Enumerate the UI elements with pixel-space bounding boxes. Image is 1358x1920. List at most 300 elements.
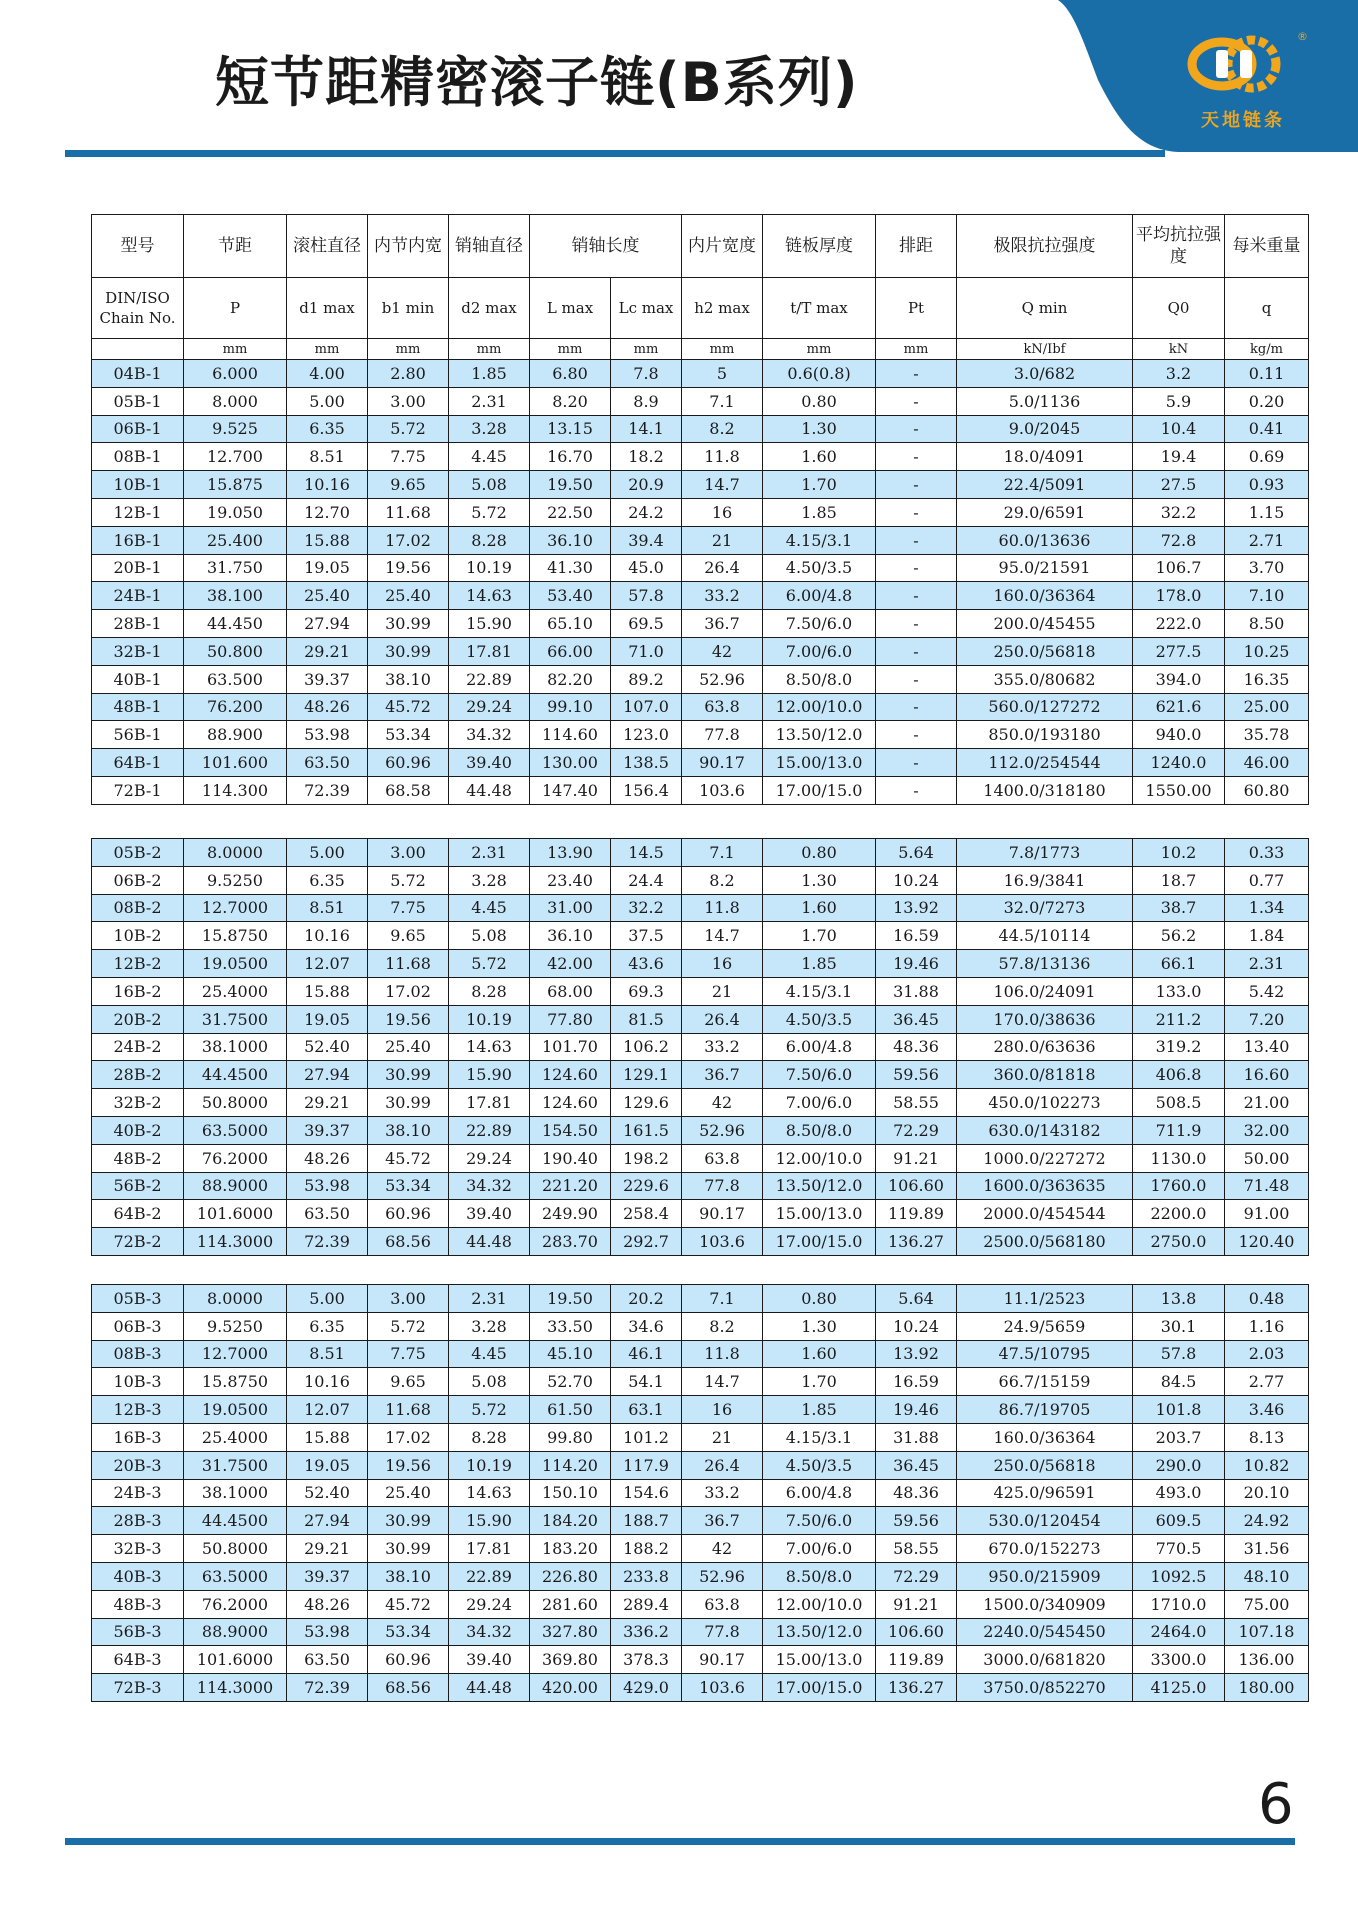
chain-model-cell: 12B-1 <box>92 498 184 526</box>
table-cell: 4.15/3.1 <box>763 977 876 1005</box>
table-row <box>92 1340 1309 1368</box>
table-cell: 95.0/21591 <box>957 554 1133 582</box>
table-cell: 12.00/10.0 <box>763 1144 876 1172</box>
table-cell: 29.21 <box>287 1535 368 1563</box>
table-cell: 88.9000 <box>184 1618 287 1646</box>
chain-model-cell: 08B-1 <box>92 443 184 471</box>
table-cell: 15.90 <box>449 610 530 638</box>
table-cell: 5.00 <box>287 387 368 415</box>
table-cell: 7.10 <box>1225 582 1309 610</box>
table-cell: 9.525 <box>184 415 287 443</box>
chain-model-cell: 16B-3 <box>92 1423 184 1451</box>
table-cell: 133.0 <box>1133 977 1225 1005</box>
table-cell: 21 <box>682 977 763 1005</box>
table-cell: 319.2 <box>1133 1033 1225 1061</box>
table-cell: 8.28 <box>449 526 530 554</box>
table-cell: 670.0/152273 <box>957 1535 1133 1563</box>
table-cell: 12.07 <box>287 950 368 978</box>
table-cell: 8.50 <box>1225 610 1309 638</box>
table-cell: 45.10 <box>530 1340 611 1368</box>
chain-model-cell: 05B-3 <box>92 1285 184 1313</box>
table-cell: 2.80 <box>368 360 449 388</box>
col-header: 每米重量 <box>1225 215 1309 278</box>
table-cell: 711.9 <box>1133 1116 1225 1144</box>
table-cell: 48.26 <box>287 1590 368 1618</box>
table-cell: 136.27 <box>876 1674 957 1702</box>
table-cell: 7.00/6.0 <box>763 637 876 665</box>
table-cell: 43.6 <box>611 950 682 978</box>
table-cell: 16 <box>682 950 763 978</box>
table-cell: 1.85 <box>763 950 876 978</box>
table-cell: 8.50/8.0 <box>763 1116 876 1144</box>
table-cell: 123.0 <box>611 721 682 749</box>
unit-header: kg/m <box>1225 339 1309 360</box>
symbol-header: DIN/ISO Chain No. <box>92 278 184 339</box>
table-cell: 360.0/81818 <box>957 1061 1133 1089</box>
table-cell: 1.30 <box>763 415 876 443</box>
table-cell: 630.0/143182 <box>957 1116 1133 1144</box>
table-cell: 29.24 <box>449 1144 530 1172</box>
table-cell: 19.0500 <box>184 1396 287 1424</box>
table-cell: 147.40 <box>530 776 611 804</box>
table-cell: 20.2 <box>611 1285 682 1313</box>
table-cell: 25.40 <box>368 582 449 610</box>
table-cell: 19.0500 <box>184 950 287 978</box>
table-cell: 26.4 <box>682 1005 763 1033</box>
chain-model-cell: 16B-2 <box>92 977 184 1005</box>
table-cell: 14.63 <box>449 1479 530 1507</box>
table-cell: 25.400 <box>184 526 287 554</box>
table-row <box>92 1535 1309 1563</box>
table-cell: 15.00/13.0 <box>763 749 876 777</box>
logo-icon <box>1186 28 1282 100</box>
table-cell: 106.60 <box>876 1618 957 1646</box>
table-cell: 6.00/4.8 <box>763 1479 876 1507</box>
table-cell: 61.50 <box>530 1396 611 1424</box>
table-row <box>92 1005 1309 1033</box>
registered-mark: ® <box>1297 30 1308 43</box>
table-cell: 27.94 <box>287 1061 368 1089</box>
chain-model-cell: 08B-3 <box>92 1340 184 1368</box>
table-cell: 24.92 <box>1225 1507 1309 1535</box>
table-cell: 119.89 <box>876 1200 957 1228</box>
table-cell: 7.75 <box>368 443 449 471</box>
table-cell: 63.5000 <box>184 1116 287 1144</box>
table-cell: 7.75 <box>368 1340 449 1368</box>
table-cell: 5.64 <box>876 839 957 867</box>
brand-name: 天地链条 <box>1201 110 1285 131</box>
table-cell: 1.34 <box>1225 894 1309 922</box>
chain-model-cell: 28B-3 <box>92 1507 184 1535</box>
table-cell: 12.00/10.0 <box>763 693 876 721</box>
table-cell: 3.28 <box>449 866 530 894</box>
table-cell: 17.81 <box>449 637 530 665</box>
table-cell: 3.46 <box>1225 1396 1309 1424</box>
chain-model-cell: 24B-3 <box>92 1479 184 1507</box>
table-cell: 39.37 <box>287 1562 368 1590</box>
table-row <box>92 1285 1309 1313</box>
table-cell: 88.9000 <box>184 1172 287 1200</box>
table-cell: 24.9/5659 <box>957 1312 1133 1340</box>
table-cell: 17.00/15.0 <box>763 1228 876 1256</box>
table-cell: 21.00 <box>1225 1089 1309 1117</box>
chain-model-cell: 16B-1 <box>92 526 184 554</box>
table-cell: 850.0/193180 <box>957 721 1133 749</box>
table-cell: 107.0 <box>611 693 682 721</box>
table-cell: 90.17 <box>682 1200 763 1228</box>
table-row <box>92 1144 1309 1172</box>
table-cell: 15.8750 <box>184 922 287 950</box>
table-cell: 71.48 <box>1225 1172 1309 1200</box>
table-cell: 136.00 <box>1225 1646 1309 1674</box>
unit-header: mm <box>530 339 611 360</box>
table-cell: 0.93 <box>1225 471 1309 499</box>
table-cell: 5.72 <box>449 498 530 526</box>
chain-model-cell: 32B-1 <box>92 637 184 665</box>
table-cell: 19.050 <box>184 498 287 526</box>
table-cell: 4.45 <box>449 894 530 922</box>
table-cell: 8.51 <box>287 894 368 922</box>
table-cell: 90.17 <box>682 1646 763 1674</box>
header-row-units <box>92 339 1309 360</box>
table-cell: 5.08 <box>449 922 530 950</box>
table-cell: 68.58 <box>368 776 449 804</box>
table-cell: 15.875 <box>184 471 287 499</box>
table-cell: 16.70 <box>530 443 611 471</box>
table-cell: - <box>876 721 957 749</box>
table-cell: 450.0/102273 <box>957 1089 1133 1117</box>
table-cell: 39.40 <box>449 1200 530 1228</box>
table-cell: 12.7000 <box>184 894 287 922</box>
table-cell: 25.4000 <box>184 977 287 1005</box>
table-cell: 11.68 <box>368 950 449 978</box>
table-cell: 31.88 <box>876 977 957 1005</box>
table-cell: 15.88 <box>287 977 368 1005</box>
table-cell: 114.60 <box>530 721 611 749</box>
table-cell: - <box>876 776 957 804</box>
table-cell: 13.90 <box>530 839 611 867</box>
table-cell: 101.6000 <box>184 1646 287 1674</box>
table-cell: 60.96 <box>368 1200 449 1228</box>
table-cell: 1710.0 <box>1133 1590 1225 1618</box>
table-cell: 30.99 <box>368 1507 449 1535</box>
table-cell: 160.0/36364 <box>957 582 1133 610</box>
table-cell: 36.45 <box>876 1451 957 1479</box>
table-cell: 30.99 <box>368 1535 449 1563</box>
table-cell: 160.0/36364 <box>957 1423 1133 1451</box>
table-cell: 378.3 <box>611 1646 682 1674</box>
table-cell: 39.37 <box>287 665 368 693</box>
table-cell: 30.99 <box>368 1061 449 1089</box>
table-cell: 369.80 <box>530 1646 611 1674</box>
table-cell: 3.70 <box>1225 554 1309 582</box>
table-cell: 12.7000 <box>184 1340 287 1368</box>
chain-model-cell: 72B-2 <box>92 1228 184 1256</box>
table-cell: 57.8/13136 <box>957 950 1133 978</box>
table-cell: 50.8000 <box>184 1089 287 1117</box>
table-cell: 106.2 <box>611 1033 682 1061</box>
table-cell: 30.99 <box>368 610 449 638</box>
table-cell: 3.00 <box>368 839 449 867</box>
unit-header: mm <box>763 339 876 360</box>
table-cell: 52.40 <box>287 1479 368 1507</box>
table-cell: 9.5250 <box>184 1312 287 1340</box>
chain-model-cell: 40B-3 <box>92 1562 184 1590</box>
table-cell: 77.8 <box>682 1172 763 1200</box>
chain-model-cell: 40B-2 <box>92 1116 184 1144</box>
table-cell: 14.5 <box>611 839 682 867</box>
table-cell: 12.00/10.0 <box>763 1590 876 1618</box>
table-cell: 2464.0 <box>1133 1618 1225 1646</box>
table-cell: 75.00 <box>1225 1590 1309 1618</box>
table-cell: 35.78 <box>1225 721 1309 749</box>
table-cell: 3000.0/681820 <box>957 1646 1133 1674</box>
table-row <box>92 1089 1309 1117</box>
table-cell: 15.00/13.0 <box>763 1646 876 1674</box>
chain-model-cell: 56B-2 <box>92 1172 184 1200</box>
table-cell: 7.50/6.0 <box>763 610 876 638</box>
table-cell: 117.9 <box>611 1451 682 1479</box>
table-cell: 10.24 <box>876 866 957 894</box>
table-cell: - <box>876 749 957 777</box>
table-cell: 48.36 <box>876 1479 957 1507</box>
table-cell: 5.72 <box>368 866 449 894</box>
table-cell: 31.00 <box>530 894 611 922</box>
table-cell: - <box>876 443 957 471</box>
table-cell: 29.24 <box>449 693 530 721</box>
table-cell: 39.40 <box>449 749 530 777</box>
table-cell: 53.98 <box>287 1618 368 1646</box>
table-row <box>92 1172 1309 1200</box>
table-cell: 5.72 <box>368 415 449 443</box>
table-cell: 290.0 <box>1133 1451 1225 1479</box>
table-row <box>92 610 1309 638</box>
table-cell: 170.0/38636 <box>957 1005 1133 1033</box>
table-cell: 5.72 <box>449 1396 530 1424</box>
symbol-header: L max <box>530 278 611 339</box>
table-cell: 32.00 <box>1225 1116 1309 1144</box>
table-cell: 16.9/3841 <box>957 866 1133 894</box>
table-cell: 33.2 <box>682 1033 763 1061</box>
table-cell: 6.35 <box>287 1312 368 1340</box>
symbol-header: P <box>184 278 287 339</box>
chain-model-cell: 40B-1 <box>92 665 184 693</box>
table-cell: 52.96 <box>682 665 763 693</box>
table-cell: 16.35 <box>1225 665 1309 693</box>
table-cell: 8.13 <box>1225 1423 1309 1451</box>
table-cell: 36.7 <box>682 1061 763 1089</box>
table-cell: 45.72 <box>368 693 449 721</box>
table-cell: 25.00 <box>1225 693 1309 721</box>
table-cell: 10.16 <box>287 1368 368 1396</box>
table-cell: 20.10 <box>1225 1479 1309 1507</box>
table-cell: 0.80 <box>763 839 876 867</box>
table-cell: 560.0/127272 <box>957 693 1133 721</box>
table-cell: 69.3 <box>611 977 682 1005</box>
table-cell: 292.7 <box>611 1228 682 1256</box>
table-cell: 48.26 <box>287 693 368 721</box>
table-cell: 203.7 <box>1133 1423 1225 1451</box>
table-cell: 280.0/63636 <box>957 1033 1133 1061</box>
chain-model-cell: 10B-2 <box>92 922 184 950</box>
table-cell: 2.03 <box>1225 1340 1309 1368</box>
spec-table-triplex <box>91 1284 1309 1702</box>
table-cell: 6.80 <box>530 360 611 388</box>
table-cell: 30.99 <box>368 1089 449 1117</box>
table-cell: 31.750 <box>184 554 287 582</box>
table-cell: 15.8750 <box>184 1368 287 1396</box>
symbol-header: Q0 <box>1133 278 1225 339</box>
table-row <box>92 1033 1309 1061</box>
table-cell: 52.96 <box>682 1562 763 1590</box>
table-cell: 30.99 <box>368 637 449 665</box>
table-cell: 2200.0 <box>1133 1200 1225 1228</box>
table-cell: 4.15/3.1 <box>763 526 876 554</box>
table-cell: 8.28 <box>449 977 530 1005</box>
table-row <box>92 471 1309 499</box>
table-cell: 0.33 <box>1225 839 1309 867</box>
table-cell: 1400.0/318180 <box>957 776 1133 804</box>
spec-table-duplex <box>91 838 1309 1256</box>
table-row <box>92 1116 1309 1144</box>
table-cell: 7.8 <box>611 360 682 388</box>
table-cell: 29.21 <box>287 1089 368 1117</box>
table-cell: 420.00 <box>530 1674 611 1702</box>
table-cell: 190.40 <box>530 1144 611 1172</box>
table-cell: 250.0/56818 <box>957 637 1133 665</box>
table-cell: 3.2 <box>1133 360 1225 388</box>
table-cell: 45.72 <box>368 1144 449 1172</box>
col-header: 型号 <box>92 215 184 278</box>
table-cell: 2.77 <box>1225 1368 1309 1396</box>
table-cell: 19.50 <box>530 1285 611 1313</box>
table-cell: 0.80 <box>763 1285 876 1313</box>
table-cell: 7.1 <box>682 1285 763 1313</box>
spec-table-simplex <box>91 214 1309 805</box>
table-row <box>92 977 1309 1005</box>
table-cell: 17.81 <box>449 1089 530 1117</box>
header-row-symbol <box>92 278 1309 339</box>
table-cell: - <box>876 526 957 554</box>
col-header: 内片宽度 <box>682 215 763 278</box>
table-cell: 90.17 <box>682 749 763 777</box>
table-cell: - <box>876 693 957 721</box>
table-cell: 101.8 <box>1133 1396 1225 1424</box>
table-cell: 106.7 <box>1133 554 1225 582</box>
chain-model-cell: 32B-2 <box>92 1089 184 1117</box>
table-cell: 406.8 <box>1133 1061 1225 1089</box>
table-cell: 18.2 <box>611 443 682 471</box>
table-cell: 2.31 <box>449 839 530 867</box>
table-cell: 11.8 <box>682 443 763 471</box>
table-cell: 22.89 <box>449 665 530 693</box>
table-cell: 277.5 <box>1133 637 1225 665</box>
table-cell: 14.63 <box>449 1033 530 1061</box>
table-cell: 53.34 <box>368 1618 449 1646</box>
table-cell: 7.75 <box>368 894 449 922</box>
chain-model-cell: 48B-1 <box>92 693 184 721</box>
table-cell: 13.50/12.0 <box>763 1618 876 1646</box>
chain-model-cell: 10B-1 <box>92 471 184 499</box>
table-cell: - <box>876 582 957 610</box>
table-cell: 8.28 <box>449 1423 530 1451</box>
table-cell: 47.5/10795 <box>957 1340 1133 1368</box>
table-cell: 5.9 <box>1133 387 1225 415</box>
table-cell: 17.02 <box>368 977 449 1005</box>
chain-model-cell: 10B-3 <box>92 1368 184 1396</box>
table-cell: 38.10 <box>368 1116 449 1144</box>
chain-model-cell: 32B-3 <box>92 1535 184 1563</box>
unit-header: kN/Ibf <box>957 339 1133 360</box>
table-cell: 19.05 <box>287 554 368 582</box>
table-cell: 76.2000 <box>184 1144 287 1172</box>
table-cell: 22.89 <box>449 1116 530 1144</box>
table-row <box>92 665 1309 693</box>
chain-model-cell: 72B-3 <box>92 1674 184 1702</box>
table-cell: 7.00/6.0 <box>763 1089 876 1117</box>
table-cell: 3300.0 <box>1133 1646 1225 1674</box>
table-row <box>92 415 1309 443</box>
table-cell: 77.8 <box>682 1618 763 1646</box>
table-cell: 26.4 <box>682 1451 763 1479</box>
table-row <box>92 526 1309 554</box>
table-cell: 76.2000 <box>184 1590 287 1618</box>
table-cell: 6.000 <box>184 360 287 388</box>
table-cell: 10.2 <box>1133 839 1225 867</box>
page-number: 6 <box>1258 1772 1294 1837</box>
table-cell: 31.7500 <box>184 1005 287 1033</box>
table-cell: 1130.0 <box>1133 1144 1225 1172</box>
table-cell: 10.16 <box>287 922 368 950</box>
table-cell: 34.32 <box>449 1172 530 1200</box>
col-header: 销轴直径 <box>449 215 530 278</box>
table-row <box>92 498 1309 526</box>
table-cell: 1.85 <box>763 1396 876 1424</box>
table-cell: 25.40 <box>368 1033 449 1061</box>
table-cell: 1550.00 <box>1133 776 1225 804</box>
table-cell: 63.50 <box>287 1200 368 1228</box>
table-cell: 59.56 <box>876 1061 957 1089</box>
table-cell: 3.28 <box>449 1312 530 1340</box>
table-cell: 114.20 <box>530 1451 611 1479</box>
table-row <box>92 554 1309 582</box>
table-cell: 16.59 <box>876 922 957 950</box>
table-cell: 39.40 <box>449 1646 530 1674</box>
table-cell: 1.84 <box>1225 922 1309 950</box>
table-cell: 184.20 <box>530 1507 611 1535</box>
table-cell: 36.7 <box>682 1507 763 1535</box>
table-cell: 5 <box>682 360 763 388</box>
table-row <box>92 1200 1309 1228</box>
table-cell: 44.48 <box>449 1674 530 1702</box>
table-row <box>92 1590 1309 1618</box>
table-cell: 101.6000 <box>184 1200 287 1228</box>
table-cell: 1.60 <box>763 1340 876 1368</box>
table-cell: 13.8 <box>1133 1285 1225 1313</box>
table-cell: 0.77 <box>1225 866 1309 894</box>
table-cell: 8.000 <box>184 387 287 415</box>
table-cell: 66.00 <box>530 637 611 665</box>
table-cell: 11.8 <box>682 894 763 922</box>
table-cell: 10.19 <box>449 554 530 582</box>
table-cell: 5.08 <box>449 1368 530 1396</box>
table-cell: 19.50 <box>530 471 611 499</box>
table-cell: 38.10 <box>368 665 449 693</box>
table-cell: 107.18 <box>1225 1618 1309 1646</box>
col-header: 滚柱直径 <box>287 215 368 278</box>
table-cell: 4.15/3.1 <box>763 1423 876 1451</box>
table-cell: 81.5 <box>611 1005 682 1033</box>
